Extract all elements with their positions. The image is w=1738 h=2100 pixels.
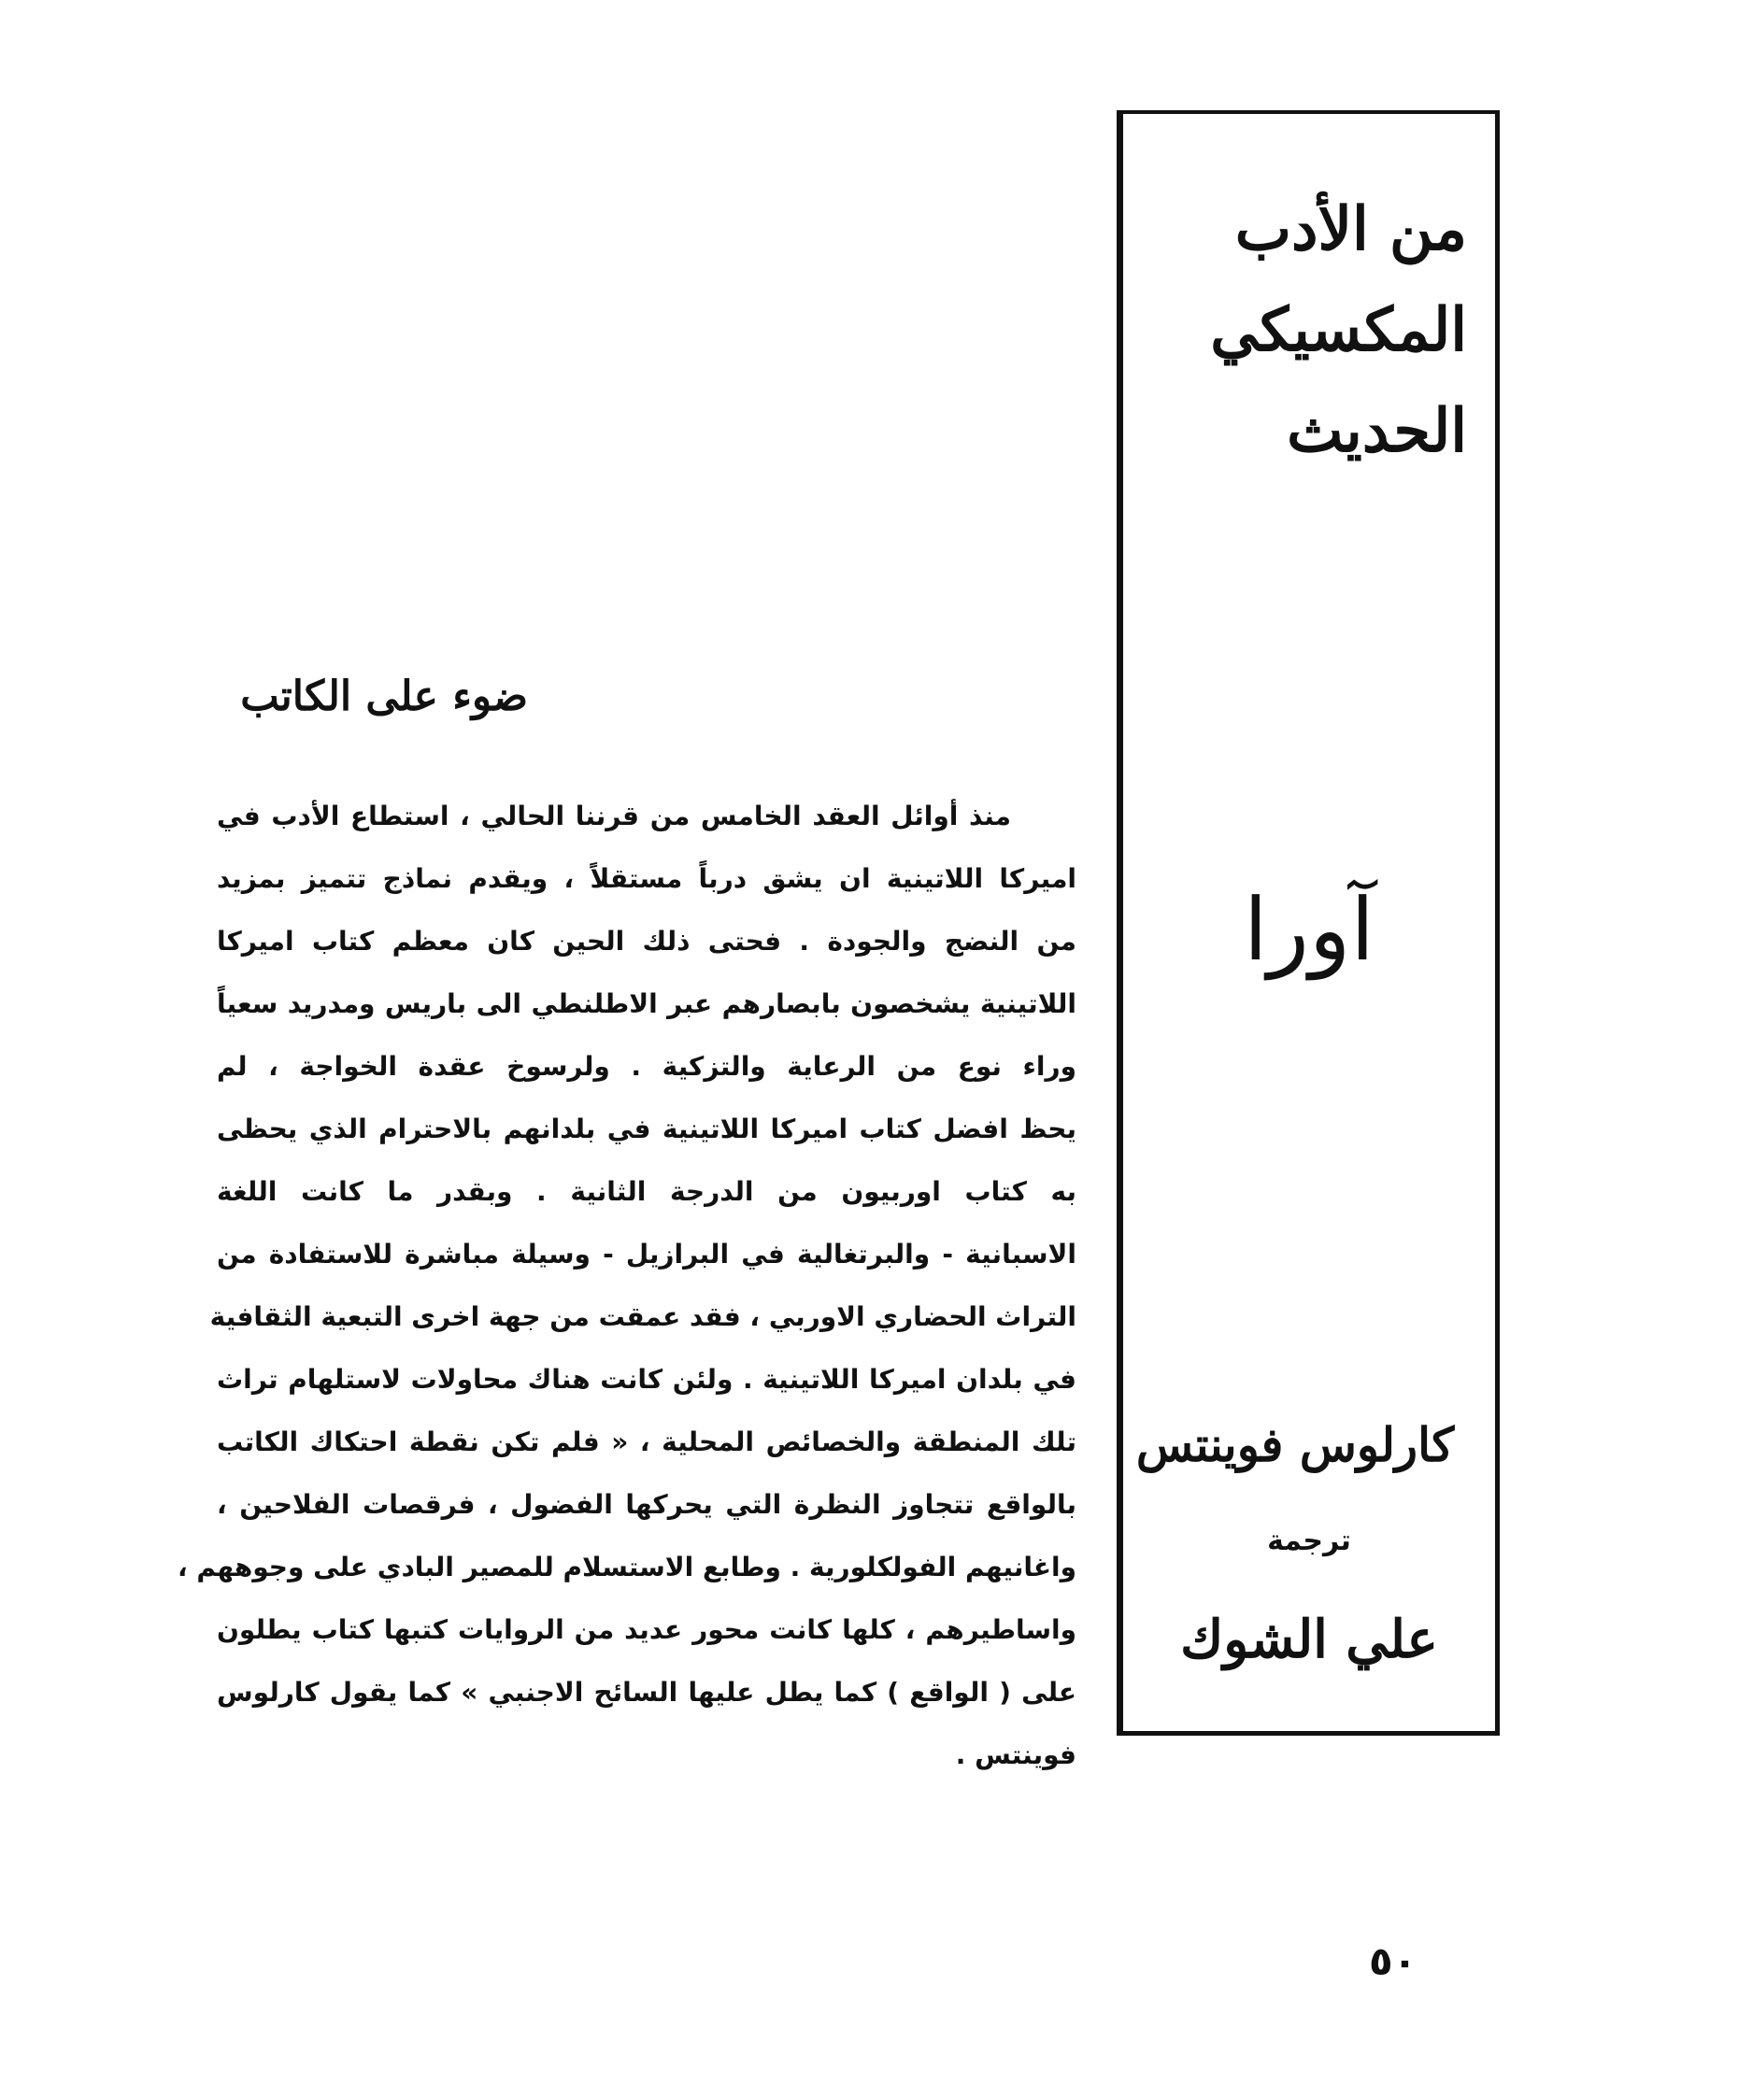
body-line: على ( الواقع ) كما يطل عليها السائح الاجنبي » كما يقول كارلوس (217, 1677, 1076, 1708)
body-line: واساطيرهم ، كلها كانت محور عديد من الروايات كتبها كتاب يطلون (217, 1614, 1076, 1645)
series-title-line: الحديث (1287, 396, 1467, 466)
translated-by-label: ترجمة (1267, 1525, 1351, 1557)
work-title: آورا (1244, 880, 1375, 980)
body-line: به كتاب اوربيون من الدرجة الثانية . وبقدر ما كانت اللغة (217, 1176, 1076, 1207)
series-title (1131, 179, 1467, 482)
body-line: اللاتينية يشخصون بابصارهم عبر الاطلنطي الى باريس ومدريد سعياً (217, 988, 1076, 1019)
body-line: تلك المنطقة والخصائص المحلية ، « فلم تكن نقطة احتكاك الكاتب (217, 1426, 1076, 1457)
body-line: بالواقع تتجاوز النظرة التي يحركها الفضول ، فرقصات الفلاحين ، (217, 1489, 1076, 1520)
section-heading: ضوء على الكاتب (240, 673, 528, 720)
title-box (1117, 110, 1500, 1736)
body-line: يحظ افضل كتاب اميركا اللاتينية في بلدانهم بالاحترام الذي يحظى (217, 1114, 1076, 1144)
article-body (178, 785, 1076, 1786)
body-line: اميركا اللاتينية ان يشق درباً مستقلاً ، ويقدم نماذج تتميز بمزيد (217, 863, 1076, 894)
body-line: في بلدان اميركا اللاتينية . ولئن كانت هناك محاولات لاستلهام تراث (217, 1364, 1076, 1395)
body-line: من النضج والجودة . فحتى ذلك الحين كان معظم كتاب اميركا (217, 926, 1076, 957)
series-title-line: من الأدب (1234, 194, 1467, 264)
series-title-line: المكسيكي (1210, 295, 1467, 365)
body-line: فوينتس . (955, 1739, 1076, 1770)
body-line: التراث الحضاري الاوربي ، فقد عمقت من جهة اخرى التبعية الثقافية (209, 1301, 1076, 1332)
page-number: ٥٠ (1369, 1938, 1417, 1984)
body-line: وراء نوع من الرعاية والتزكية . ولرسوخ عقدة الخواجة ، لم (217, 1051, 1076, 1082)
body-line: منذ أوائل العقد الخامس من قرننا الحالي ، استطاع الأدب في (217, 801, 1011, 831)
body-line: واغانيهم الفولكلورية . وطابع الاستسلام للمصير البادي على وجوههم ، (178, 1552, 1076, 1582)
body-line: الاسبانية - والبرتغالية في البرازيل - وسيلة مباشرة للاستفادة من (217, 1239, 1076, 1270)
author-name: كارلوس فوينتس (1135, 1417, 1455, 1472)
translator-name: علي الشوك (1180, 1609, 1438, 1670)
